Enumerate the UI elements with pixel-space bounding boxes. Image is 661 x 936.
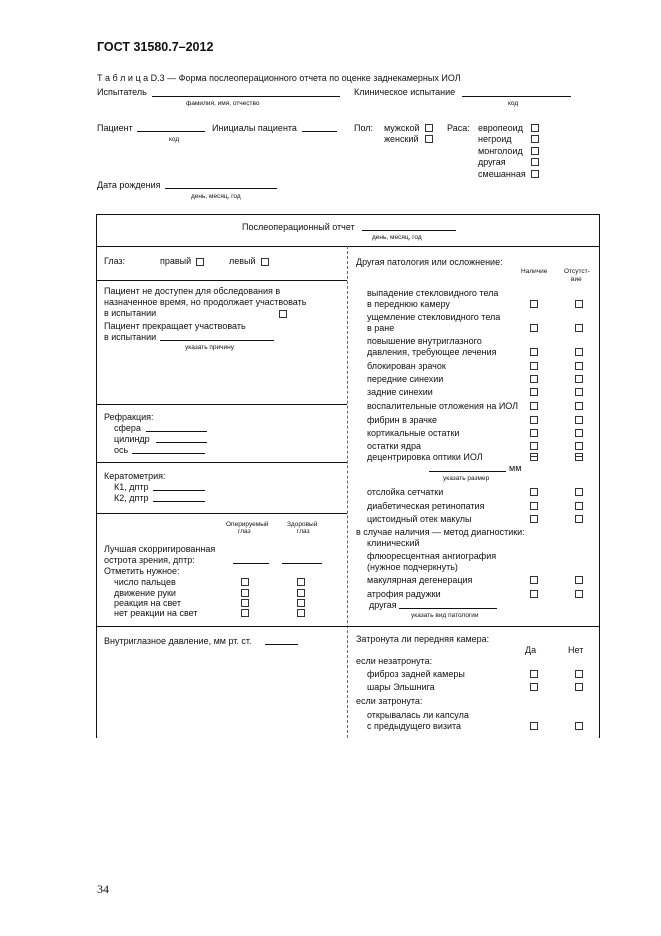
kerato-label: Кератометрия:	[104, 471, 166, 481]
trial-label: Клиническое испытание	[354, 87, 456, 97]
unavailable-line3: в испытании	[104, 308, 157, 318]
vision-light: реакция на свет	[114, 598, 181, 608]
item-anterior-synechiae: передние синехии	[367, 374, 444, 384]
posterior-fibrosis-yes-checkbox[interactable]	[530, 670, 538, 678]
vitreous-prolapse-present-checkbox[interactable]	[530, 300, 538, 308]
iol-decentration-absent-checkbox[interactable]	[575, 453, 583, 461]
capsule-line1: открывалась ли капсула	[367, 710, 469, 720]
size-hint: указать размер	[443, 475, 490, 482]
race-european: европеоид	[478, 123, 523, 133]
standard-title: ГОСТ 31580.7–2012	[97, 40, 214, 54]
race-other: другая	[478, 157, 506, 167]
cortical-remnants-present-checkbox[interactable]	[530, 429, 538, 437]
race-label: Раса:	[447, 123, 470, 133]
iop-label: Внутриглазное давление, мм рт. ст.	[104, 636, 252, 646]
item-vitreous-incarceration-2: в ране	[367, 323, 395, 333]
macular-degeneration-present-checkbox[interactable]	[530, 576, 538, 584]
patient-code-hint: код	[169, 136, 180, 143]
sex-label: Пол:	[354, 123, 374, 133]
posterior-fibrosis-no-checkbox[interactable]	[575, 670, 583, 678]
nucleus-remnants-present-checkbox[interactable]	[530, 442, 538, 450]
iop-field[interactable]	[265, 644, 298, 645]
iol-decentration-present-checkbox[interactable]	[530, 453, 538, 461]
other-pathology-field[interactable]	[399, 608, 497, 609]
report-date-field[interactable]	[362, 230, 456, 231]
eye-right-checkbox[interactable]	[196, 258, 204, 266]
macular-edema-absent-checkbox[interactable]	[575, 515, 583, 523]
chamber-question: Затронута ли передняя камера:	[356, 634, 490, 644]
vision-hand: движение руки	[114, 588, 176, 598]
retinal-detachment-absent-checkbox[interactable]	[575, 488, 583, 496]
page-number: 34	[97, 882, 109, 896]
item-posterior-synechiae: задние синехии	[367, 387, 433, 397]
refraction-axis: ось	[114, 445, 129, 455]
item-retinal-detachment: отслойка сетчатки	[367, 487, 444, 497]
light-operated-checkbox[interactable]	[241, 599, 249, 607]
item-iop-increase-2: давления, требующее лечения	[367, 347, 497, 357]
birth-field[interactable]	[165, 188, 277, 189]
sex-male-label: мужской	[384, 123, 420, 133]
unavailable-line1: Пациент не доступен для обследования в	[104, 286, 281, 296]
fibrin-present-checkbox[interactable]	[530, 416, 538, 424]
table-title: Т а б л и ц а D.3 — Форма послеоперационного отчета по оценке заднекамерных ИОЛ	[97, 73, 461, 83]
cortical-remnants-absent-checkbox[interactable]	[575, 429, 583, 437]
decentration-size-field[interactable]	[429, 471, 506, 472]
fingers-operated-checkbox[interactable]	[241, 578, 249, 586]
iop-increase-present-checkbox[interactable]	[530, 348, 538, 356]
reason-hint: указать причину	[185, 344, 235, 351]
capsule-yes-checkbox[interactable]	[530, 722, 538, 730]
nolight-operated-checkbox[interactable]	[241, 609, 249, 617]
diagnostics-label: в случае наличия — метод диагностики:	[356, 527, 525, 537]
eye-left-checkbox[interactable]	[261, 258, 269, 266]
item-iris-atrophy: атрофия радужки	[367, 589, 441, 599]
healthy-eye-header-2: глаз	[297, 528, 310, 535]
diagnostics-clinical: клинический	[367, 538, 420, 548]
macular-degeneration-absent-checkbox[interactable]	[575, 576, 583, 584]
no-header: Нет	[568, 645, 584, 655]
acuity-line2: острота зрения, дптр:	[104, 555, 195, 565]
eye-left-label: левый	[229, 256, 256, 266]
iop-increase-absent-checkbox[interactable]	[575, 348, 583, 356]
acuity-line1: Лучшая скорригированная	[104, 544, 216, 554]
other-pathology-label: Другая патология или осложнение:	[356, 257, 503, 267]
stopped-line1: Пациент прекращает участвовать	[104, 321, 246, 331]
item-vitreous-prolapse-2: в переднюю камеру	[367, 299, 450, 309]
initials-field[interactable]	[302, 131, 337, 132]
race-other-checkbox[interactable]	[531, 158, 539, 166]
healthy-eye-header-1: Здоровый	[287, 521, 318, 528]
iol-deposits-absent-checkbox[interactable]	[575, 402, 583, 410]
tester-hint: фамилия, имя, отчество	[186, 100, 260, 107]
macular-edema-present-checkbox[interactable]	[530, 515, 538, 523]
capsule-no-checkbox[interactable]	[575, 722, 583, 730]
trial-code-hint: код	[508, 100, 519, 107]
vitreous-prolapse-absent-checkbox[interactable]	[575, 300, 583, 308]
acuity-healthy-field[interactable]	[282, 563, 322, 564]
absent-header-1: Отсутст-	[564, 268, 590, 275]
hand-operated-checkbox[interactable]	[241, 589, 249, 597]
anterior-synechiae-present-checkbox[interactable]	[530, 375, 538, 383]
k2-field[interactable]	[153, 501, 205, 502]
mm-label: мм	[509, 463, 522, 473]
sphere-field[interactable]	[146, 431, 207, 432]
race-mixed-checkbox[interactable]	[531, 170, 539, 178]
item-diabetic-retinopathy: диабетическая ретинопатия	[367, 501, 485, 511]
tester-label: Испытатель	[97, 87, 147, 97]
mark-needed-label: Отметить нужное:	[104, 566, 180, 576]
absent-header-2: вие	[571, 276, 582, 283]
refraction-cylinder: цилиндр	[114, 434, 150, 444]
nucleus-remnants-absent-checkbox[interactable]	[575, 442, 583, 450]
operated-eye-header-2: глаз	[238, 528, 251, 535]
unavailable-line2: назначенное время, но продолжает участвовать	[104, 297, 307, 307]
sex-male-checkbox[interactable]	[425, 124, 433, 132]
posterior-synechiae-absent-checkbox[interactable]	[575, 388, 583, 396]
pupil-block-present-checkbox[interactable]	[530, 362, 538, 370]
sex-female-checkbox[interactable]	[425, 135, 433, 143]
race-mongoloid: монголоид	[478, 146, 523, 156]
k1-field[interactable]	[153, 490, 205, 491]
stopped-line2: в испытании	[104, 332, 157, 342]
race-mixed: смешанная	[478, 169, 526, 179]
report-label: Послеоперационный отчет	[242, 222, 355, 232]
refraction-label: Рефракция:	[104, 412, 154, 422]
item-macular-edema: цистоидный отек макулы	[367, 514, 472, 524]
item-nucleus-remnants: остатки ядра	[367, 441, 422, 451]
reason-field[interactable]	[160, 340, 274, 341]
birth-hint: день, месяц, год	[191, 193, 241, 200]
eye-right-label: правый	[160, 256, 192, 266]
tester-field[interactable]	[152, 96, 340, 97]
item-vitreous-prolapse-1: выпадение стекловидного тела	[367, 288, 499, 298]
patient-field[interactable]	[137, 131, 205, 132]
not-affected-label: если незатронута:	[356, 656, 433, 666]
light-healthy-checkbox[interactable]	[297, 599, 305, 607]
initials-label: Инициалы пациента	[212, 123, 297, 133]
capsule-line2: с предыдущего визита	[367, 721, 462, 731]
elschnig-pearls-no-checkbox[interactable]	[575, 683, 583, 691]
race-negroid: негроид	[478, 134, 512, 144]
anterior-synechiae-absent-checkbox[interactable]	[575, 375, 583, 383]
race-european-checkbox[interactable]	[531, 124, 539, 132]
race-negroid-checkbox[interactable]	[531, 135, 539, 143]
nolight-healthy-checkbox[interactable]	[297, 609, 305, 617]
trial-field[interactable]	[462, 96, 571, 97]
vitreous-incarceration-present-checkbox[interactable]	[530, 324, 538, 332]
patient-label: Пациент	[97, 123, 133, 133]
item-pupil-block: блокирован зрачок	[367, 361, 446, 371]
cylinder-field[interactable]	[156, 442, 207, 443]
pupil-block-absent-checkbox[interactable]	[575, 362, 583, 370]
fingers-healthy-checkbox[interactable]	[297, 578, 305, 586]
vision-no-light: нет реакции на свет	[114, 608, 198, 618]
fibrin-absent-checkbox[interactable]	[575, 416, 583, 424]
hand-healthy-checkbox[interactable]	[297, 589, 305, 597]
iris-atrophy-present-checkbox[interactable]	[530, 590, 538, 598]
present-header: Наличие	[521, 268, 548, 275]
operated-eye-header-1: Оперируемый	[226, 521, 269, 528]
yes-header: Да	[525, 645, 537, 655]
diabetic-retinopathy-absent-checkbox[interactable]	[575, 502, 583, 510]
pathology-hint: указать вид патологии	[411, 612, 479, 619]
race-mongoloid-checkbox[interactable]	[531, 147, 539, 155]
item-macular-degeneration: макулярная дегенерация	[367, 575, 473, 585]
fluorescein-line2: (нужное подчеркнуть)	[367, 562, 458, 572]
item-vitreous-incarceration-1: ущемление стекловидного тела	[367, 312, 501, 322]
axis-field[interactable]	[132, 453, 205, 454]
vision-fingers: число пальцев	[114, 577, 176, 587]
unavailable-checkbox[interactable]	[279, 310, 287, 318]
eye-label: Глаз:	[104, 256, 126, 266]
fluorescein-line1: флюоресцентная ангиография	[367, 551, 497, 561]
item-cortical-remnants: кортикальные остатки	[367, 428, 460, 438]
item-iol-decentration: децентрировка оптики ИОЛ	[367, 452, 483, 462]
item-posterior-fibrosis: фиброз задней камеры	[367, 669, 465, 679]
elschnig-pearls-yes-checkbox[interactable]	[530, 683, 538, 691]
retinal-detachment-present-checkbox[interactable]	[530, 488, 538, 496]
iol-deposits-present-checkbox[interactable]	[530, 402, 538, 410]
other-pathology-label2: другая	[369, 600, 397, 610]
acuity-operated-field[interactable]	[233, 563, 269, 564]
iris-atrophy-absent-checkbox[interactable]	[575, 590, 583, 598]
vitreous-incarceration-absent-checkbox[interactable]	[575, 324, 583, 332]
diabetic-retinopathy-present-checkbox[interactable]	[530, 502, 538, 510]
report-date-hint: день, месяц, год	[372, 234, 422, 241]
item-iol-deposits: воспалительные отложения на ИОЛ	[367, 401, 519, 411]
item-iop-increase-1: повышение внутриглазного	[367, 336, 482, 346]
affected-label: если затронута:	[356, 696, 423, 706]
refraction-sphere: сфера	[114, 423, 141, 433]
item-elschnig-pearls: шары Эльшнига	[367, 682, 435, 692]
birth-label: Дата рождения	[97, 180, 161, 190]
sex-female-label: женский	[384, 134, 419, 144]
item-fibrin: фибрин в зрачке	[367, 415, 438, 425]
kerato-k1: К1, дптр	[114, 482, 149, 492]
posterior-synechiae-present-checkbox[interactable]	[530, 388, 538, 396]
kerato-k2: К2, дптр	[114, 493, 149, 503]
